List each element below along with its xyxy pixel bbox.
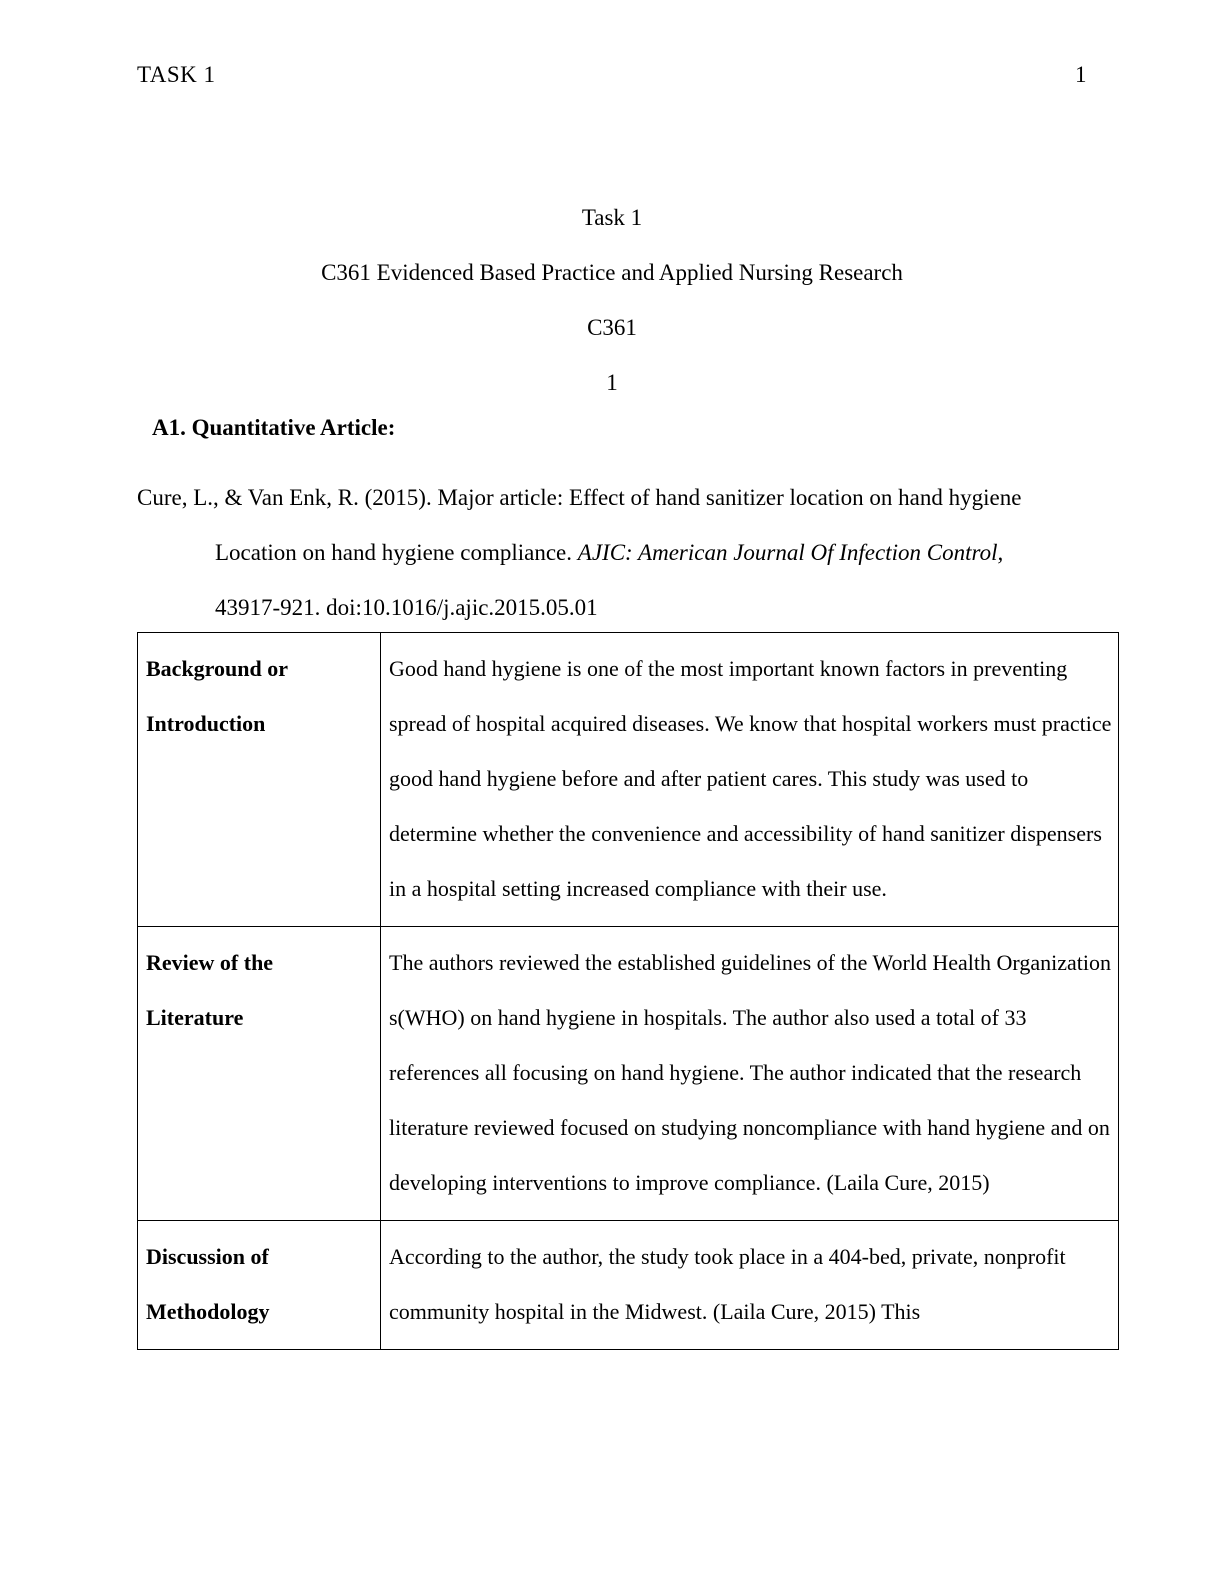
title-line-2: C361 Evidenced Based Practice and Applied Nursing Research	[321, 260, 903, 285]
table-row	[138, 927, 1119, 1221]
title-line-1: Task 1	[581, 205, 643, 230]
title-line-3: C361	[587, 315, 637, 340]
table-row	[138, 1221, 1119, 1350]
row-label-background: Background or Introduction	[138, 633, 381, 927]
row-body-literature: The authors reviewed the established guidelines of the World Health Organization s(WHO) on hand hygiene in hospitals. The author also used a total of 33 references all focusing on hand hygiene. The author indicated that the research literature reviewed focused on studying noncompliance with hand hygiene and on developing interventions to improve compliance. (Laila Cure, 2015)	[381, 927, 1119, 1221]
row-body-methodology: According to the author, the study took place in a 404-bed, private, nonprofit community hospital in the Midwest. (Laila Cure, 2015) This	[381, 1221, 1119, 1350]
citation-line-3: 43917-921. doi:10.1016/j.ajic.2015.05.01	[215, 595, 598, 620]
citation-journal-title: AJIC: American Journal Of Infection Control,	[577, 540, 1004, 565]
section-heading: A1. Quantitative Article:	[152, 415, 396, 440]
citation-block	[137, 470, 1094, 635]
title-block	[137, 190, 1087, 410]
article-summary-table	[137, 632, 1119, 1350]
page-header	[137, 62, 1087, 88]
title-line-4: 1	[606, 370, 618, 395]
citation-line-2-plain: Location on hand hygiene compliance.	[215, 540, 578, 565]
citation-line-2	[137, 525, 1094, 580]
row-label-methodology: Discussion of Methodology	[138, 1221, 381, 1350]
page-number: 1	[1075, 62, 1087, 87]
citation-line-1: Cure, L., & Van Enk, R. (2015). Major article: Effect of hand sanitizer location on hand hygiene	[137, 485, 1022, 510]
table-row	[138, 633, 1119, 927]
row-label-literature: Review of the Literature	[138, 927, 381, 1221]
running-head: TASK 1	[137, 62, 216, 87]
row-body-background: Good hand hygiene is one of the most important known factors in preventing spread of hospital acquired diseases. We know that hospital workers must practice good hand hygiene before and after patient cares. This study was used to determine whether the convenience and accessibility of hand sanitizer dispensers in a hospital setting increased compliance with their use.	[381, 633, 1119, 927]
